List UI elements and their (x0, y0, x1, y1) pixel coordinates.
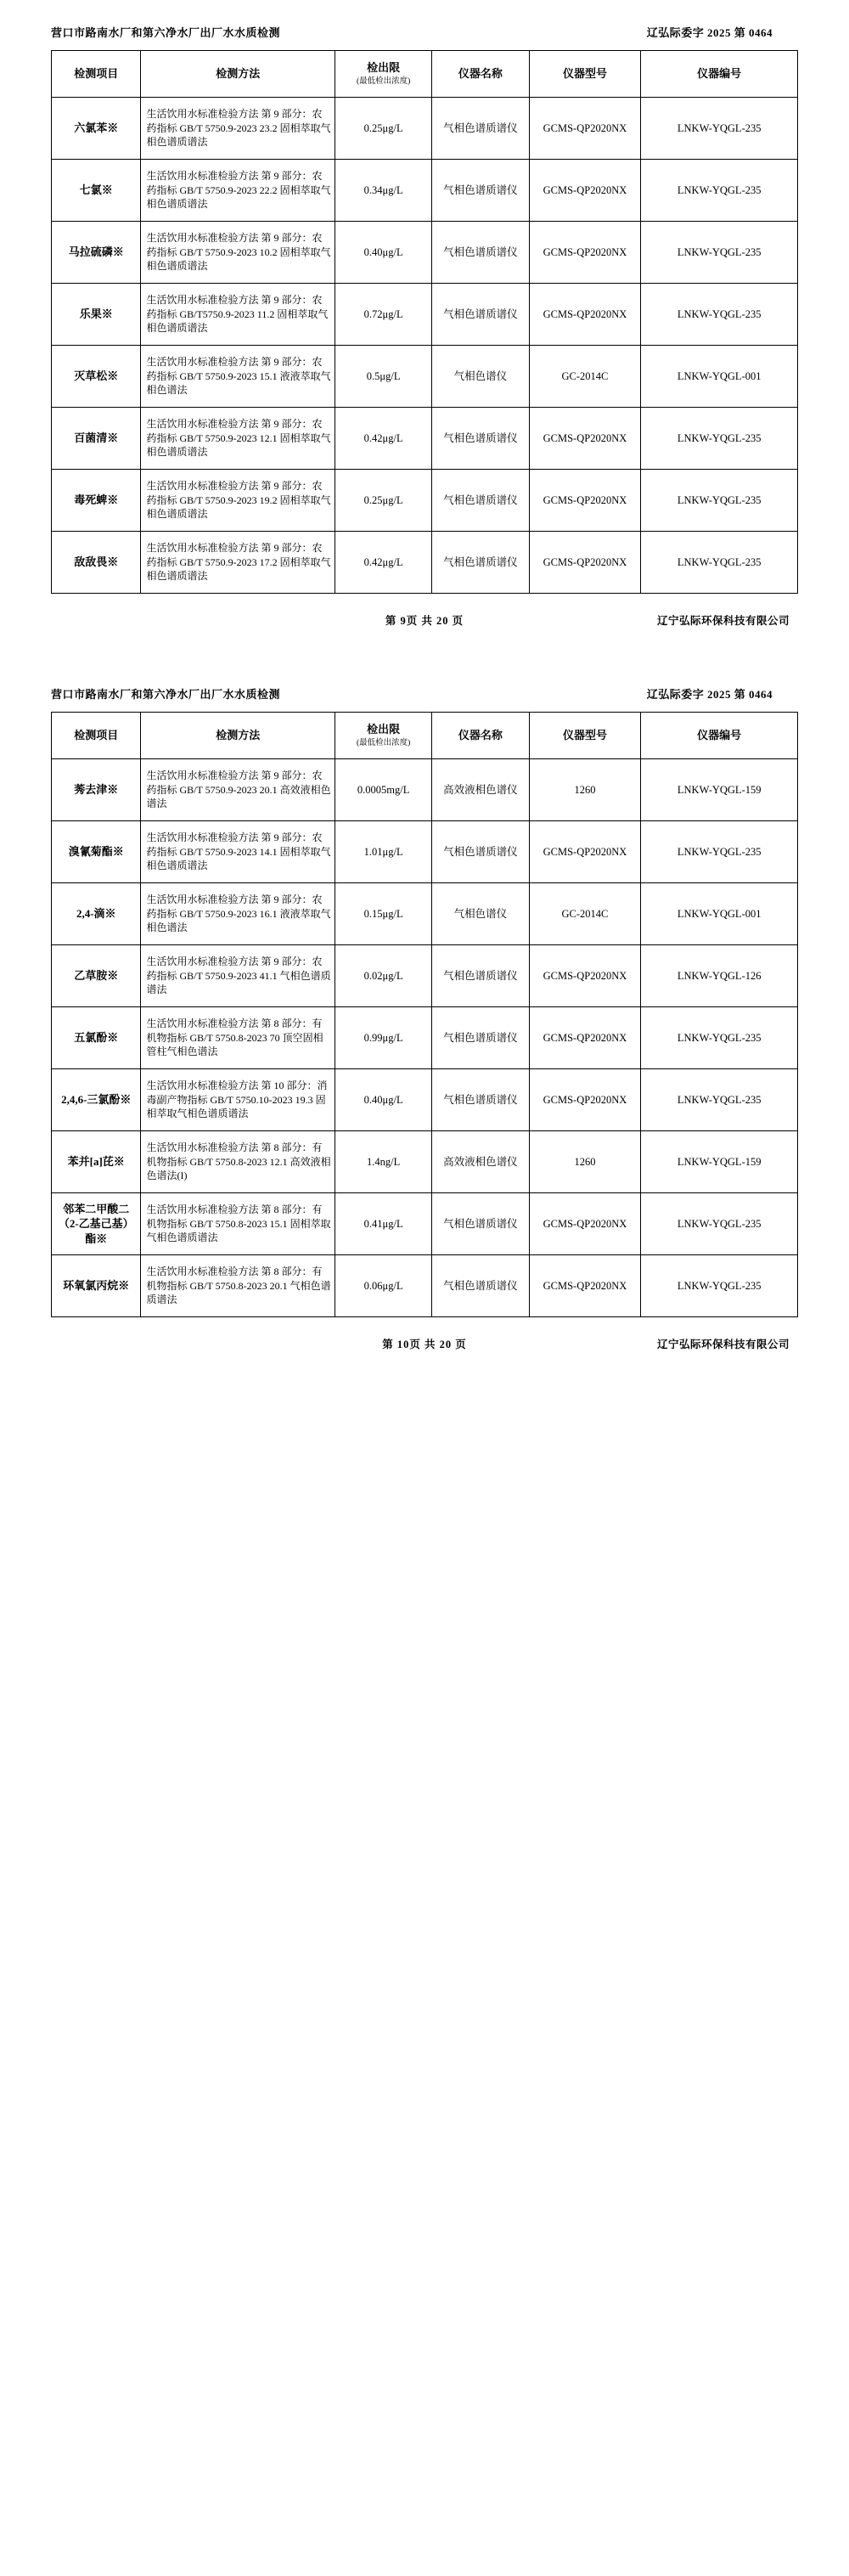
page-number: 第 9页 共 20 页 (385, 615, 464, 627)
cell-model: GCMS-QP2020NX (529, 945, 641, 1007)
cell-limit: 0.40μg/L (335, 222, 432, 284)
cell-model: GC-2014C (529, 883, 641, 945)
table-header-row (52, 51, 798, 98)
cell-method: 生活饮用水标准检验方法 第 9 部分：农药指标 GB/T 5750.9-2023 22.2 固相萃取气相色谱质谱法 (141, 160, 335, 222)
cell-model: GCMS-QP2020NX (529, 408, 641, 470)
table-row (52, 1255, 798, 1317)
cell-limit: 0.42μg/L (335, 532, 432, 594)
cell-serial: LNKW-YQGL-159 (641, 759, 798, 821)
col-header-limit (335, 713, 432, 759)
table-row (52, 1069, 798, 1131)
cell-limit: 0.06μg/L (335, 1255, 432, 1317)
cell-serial: LNKW-YQGL-235 (641, 1007, 798, 1069)
cell-serial: LNKW-YQGL-235 (641, 160, 798, 222)
cell-serial: LNKW-YQGL-001 (641, 883, 798, 945)
cell-item: 2,4,6-三氯酚※ (52, 1069, 141, 1131)
page-number: 第 10页 共 20 页 (382, 1339, 467, 1350)
cell-model: GCMS-QP2020NX (529, 1069, 641, 1131)
col-header-instrument-label: 仪器名称 (458, 729, 503, 742)
cell-limit: 1.4ng/L (335, 1131, 432, 1193)
col-header-instrument (432, 51, 529, 98)
cell-item: 乐果※ (52, 284, 141, 346)
cell-method: 生活饮用水标准检验方法 第 9 部分：农药指标 GB/T 5750.9-2023 12.1 固相萃取气相色谱质谱法 (141, 408, 335, 470)
col-header-method (141, 713, 335, 759)
cell-instrument: 气相色谱质谱仪 (432, 1069, 529, 1131)
col-header-model-label: 仪器型号 (562, 67, 607, 81)
col-header-serial (641, 713, 798, 759)
col-header-item-label: 检测项目 (74, 729, 119, 742)
cell-limit: 1.01μg/L (335, 821, 432, 883)
col-header-limit-sub: (最低检出浓度) (356, 77, 411, 87)
cell-instrument: 气相色谱质谱仪 (432, 98, 529, 160)
cell-instrument: 气相色谱质谱仪 (432, 945, 529, 1007)
cell-instrument: 气相色谱质谱仪 (432, 1007, 529, 1069)
cell-limit: 0.72μg/L (335, 284, 432, 346)
cell-method: 生活饮用水标准检验方法 第 9 部分：农药指标 GB/T 5750.9-2023 23.2 固相萃取气相色谱质谱法 (141, 98, 335, 160)
cell-model: GC-2014C (529, 346, 641, 408)
cell-instrument: 气相色谱质谱仪 (432, 1255, 529, 1317)
cell-instrument: 气相色谱质谱仪 (432, 470, 529, 532)
cell-serial: LNKW-YQGL-235 (641, 470, 798, 532)
table-header-row (52, 713, 798, 759)
detection-table (51, 50, 798, 594)
table-row (52, 759, 798, 821)
table-row (52, 346, 798, 408)
cell-item: 乙草胺※ (52, 945, 141, 1007)
cell-method: 生活饮用水标准检验方法 第 9 部分：农药指标 GB/T 5750.9-2023 20.1 高效液相色谱法 (141, 759, 335, 821)
col-header-model-label: 仪器型号 (562, 729, 607, 742)
cell-instrument: 气相色谱仪 (432, 883, 529, 945)
table-row (52, 532, 798, 594)
table-row (52, 1007, 798, 1069)
col-header-model (529, 51, 641, 98)
cell-limit: 0.02μg/L (335, 945, 432, 1007)
cell-limit: 0.40μg/L (335, 1069, 432, 1131)
cell-item: 苯并[a]芘※ (52, 1131, 141, 1193)
cell-model: GCMS-QP2020NX (529, 160, 641, 222)
cell-instrument: 气相色谱质谱仪 (432, 160, 529, 222)
cell-model: GCMS-QP2020NX (529, 1255, 641, 1317)
cell-item: 邻苯二甲酸二（2-乙基己基）酯※ (52, 1193, 141, 1255)
col-header-method-label: 检测方法 (216, 729, 261, 742)
cell-model: GCMS-QP2020NX (529, 1007, 641, 1069)
cell-limit: 0.41μg/L (335, 1193, 432, 1255)
report-code: 辽弘际委字 2025 第 0464 (646, 26, 773, 39)
cell-instrument: 气相色谱质谱仪 (432, 532, 529, 594)
cell-method: 生活饮用水标准检验方法 第 9 部分：农药指标 GB/T 5750.9-2023 17.2 固相萃取气相色谱质谱法 (141, 532, 335, 594)
report-code: 辽弘际委字 2025 第 0464 (646, 688, 773, 701)
cell-limit: 0.15μg/L (335, 883, 432, 945)
detection-table (51, 712, 798, 1317)
cell-model: GCMS-QP2020NX (529, 98, 641, 160)
cell-method: 生活饮用水标准检验方法 第 9 部分：农药指标 GB/T5750.9-2023 11.2 固相萃取气相色谱质谱法 (141, 284, 335, 346)
cell-serial: LNKW-YQGL-235 (641, 222, 798, 284)
cell-method: 生活饮用水标准检验方法 第 8 部分：有机物指标 GB/T 5750.8-2023 70 顶空固相管柱气相色谱法 (141, 1007, 335, 1069)
cell-serial: LNKW-YQGL-235 (641, 821, 798, 883)
cell-serial: LNKW-YQGL-235 (641, 98, 798, 160)
table-row (52, 408, 798, 470)
table-row (52, 945, 798, 1007)
cell-limit: 0.99μg/L (335, 1007, 432, 1069)
cell-method: 生活饮用水标准检验方法 第 9 部分：农药指标 GB/T 5750.9-2023 15.1 液液萃取气相色谱法 (141, 346, 335, 408)
cell-model: GCMS-QP2020NX (529, 284, 641, 346)
cell-item: 五氯酚※ (52, 1007, 141, 1069)
company-name: 辽宁弘际环保科技有限公司 (656, 615, 790, 627)
cell-method: 生活饮用水标准检验方法 第 9 部分：农药指标 GB/T 5750.9-2023 16.1 液液萃取气相色谱法 (141, 883, 335, 945)
col-header-instrument-label: 仪器名称 (458, 67, 503, 81)
report-title: 营口市路南水厂和第六净水厂出厂水水质检测 (51, 26, 281, 39)
cell-model: 1260 (529, 1131, 641, 1193)
cell-item: 毒死蜱※ (52, 470, 141, 532)
report-page-10 (0, 662, 849, 1360)
col-header-item-label: 检测项目 (74, 67, 119, 81)
col-header-serial-label: 仪器编号 (697, 729, 742, 742)
cell-serial: LNKW-YQGL-235 (641, 408, 798, 470)
col-header-item (52, 51, 141, 98)
col-header-limit-sub: (最低检出浓度) (356, 739, 411, 748)
cell-limit: 0.42μg/L (335, 408, 432, 470)
table-row (52, 821, 798, 883)
cell-instrument: 高效液相色谱仪 (432, 759, 529, 821)
col-header-serial-label: 仪器编号 (697, 67, 742, 81)
table-row (52, 1193, 798, 1255)
table-row (52, 98, 798, 160)
cell-method: 生活饮用水标准检验方法 第 8 部分：有机物指标 GB/T 5750.8-2023 15.1 固相萃取气相色谱质谱法 (141, 1193, 335, 1255)
cell-item: 2,4-滴※ (52, 883, 141, 945)
table-row (52, 284, 798, 346)
cell-method: 生活饮用水标准检验方法 第 9 部分：农药指标 GB/T 5750.9-2023 10.2 固相萃取气相色谱质谱法 (141, 222, 335, 284)
cell-serial: LNKW-YQGL-159 (641, 1131, 798, 1193)
cell-item: 环氧氯丙烷※ (52, 1255, 141, 1317)
table-row (52, 160, 798, 222)
cell-method: 生活饮用水标准检验方法 第 9 部分：农药指标 GB/T 5750.9-2023 14.1 固相萃取气相色谱质谱法 (141, 821, 335, 883)
table-row (52, 470, 798, 532)
cell-serial: LNKW-YQGL-235 (641, 532, 798, 594)
cell-instrument: 气相色谱质谱仪 (432, 1193, 529, 1255)
cell-serial: LNKW-YQGL-235 (641, 1069, 798, 1131)
col-header-method (141, 51, 335, 98)
cell-model: GCMS-QP2020NX (529, 532, 641, 594)
cell-limit: 0.25μg/L (335, 98, 432, 160)
page-header (51, 15, 798, 50)
col-header-limit-label: 检出限 (367, 722, 401, 736)
cell-item: 马拉硫磷※ (52, 222, 141, 284)
cell-limit: 0.25μg/L (335, 470, 432, 532)
table-row (52, 1131, 798, 1193)
company-name: 辽宁弘际环保科技有限公司 (656, 1339, 790, 1350)
cell-instrument: 高效液相色谱仪 (432, 1131, 529, 1193)
cell-model: GCMS-QP2020NX (529, 222, 641, 284)
cell-serial: LNKW-YQGL-126 (641, 945, 798, 1007)
col-header-item (52, 713, 141, 759)
cell-model: GCMS-QP2020NX (529, 1193, 641, 1255)
cell-instrument: 气相色谱质谱仪 (432, 222, 529, 284)
col-header-instrument (432, 713, 529, 759)
cell-instrument: 气相色谱仪 (432, 346, 529, 408)
cell-method: 生活饮用水标准检验方法 第 10 部分：消毒副产物指标 GB/T 5750.10-2023 19.3 固相萃取气相色谱质谱法 (141, 1069, 335, 1131)
cell-item: 莠去津※ (52, 759, 141, 821)
cell-method: 生活饮用水标准检验方法 第 8 部分：有机物指标 GB/T 5750.8-2023 12.1 高效液相色谱法(I) (141, 1131, 335, 1193)
col-header-serial (641, 51, 798, 98)
cell-method: 生活饮用水标准检验方法 第 9 部分：农药指标 GB/T 5750.9-2023 19.2 固相萃取气相色谱质谱法 (141, 470, 335, 532)
table-row (52, 222, 798, 284)
cell-instrument: 气相色谱质谱仪 (432, 821, 529, 883)
cell-item: 七氯※ (52, 160, 141, 222)
cell-serial: LNKW-YQGL-235 (641, 1255, 798, 1317)
cell-method: 生活饮用水标准检验方法 第 8 部分：有机物指标 GB/T 5750.8-2023 20.1 气相色谱质谱法 (141, 1255, 335, 1317)
table-row (52, 883, 798, 945)
col-header-limit (335, 51, 432, 98)
page-header (51, 677, 798, 712)
col-header-limit-label: 检出限 (367, 60, 401, 74)
cell-item: 六氯苯※ (52, 98, 141, 160)
cell-serial: LNKW-YQGL-235 (641, 1193, 798, 1255)
cell-limit: 0.34μg/L (335, 160, 432, 222)
cell-limit: 0.0005mg/L (335, 759, 432, 821)
report-title: 营口市路南水厂和第六净水厂出厂水水质检测 (51, 688, 281, 701)
report-page-9 (0, 0, 849, 636)
col-header-model (529, 713, 641, 759)
cell-serial: LNKW-YQGL-001 (641, 346, 798, 408)
cell-model: GCMS-QP2020NX (529, 470, 641, 532)
cell-instrument: 气相色谱质谱仪 (432, 284, 529, 346)
page-separator (0, 636, 849, 662)
cell-item: 灭草松※ (52, 346, 141, 408)
page-footer (51, 594, 798, 636)
cell-model: 1260 (529, 759, 641, 821)
cell-item: 百菌清※ (52, 408, 141, 470)
cell-item: 溴氰菊酯※ (52, 821, 141, 883)
cell-model: GCMS-QP2020NX (529, 821, 641, 883)
page-footer (51, 1317, 798, 1360)
col-header-method-label: 检测方法 (216, 67, 261, 81)
cell-method: 生活饮用水标准检验方法 第 9 部分：农药指标 GB/T 5750.9-2023 41.1 气相色谱质谱法 (141, 945, 335, 1007)
cell-limit: 0.5μg/L (335, 346, 432, 408)
cell-serial: LNKW-YQGL-235 (641, 284, 798, 346)
cell-item: 敌敌畏※ (52, 532, 141, 594)
cell-instrument: 气相色谱质谱仪 (432, 408, 529, 470)
